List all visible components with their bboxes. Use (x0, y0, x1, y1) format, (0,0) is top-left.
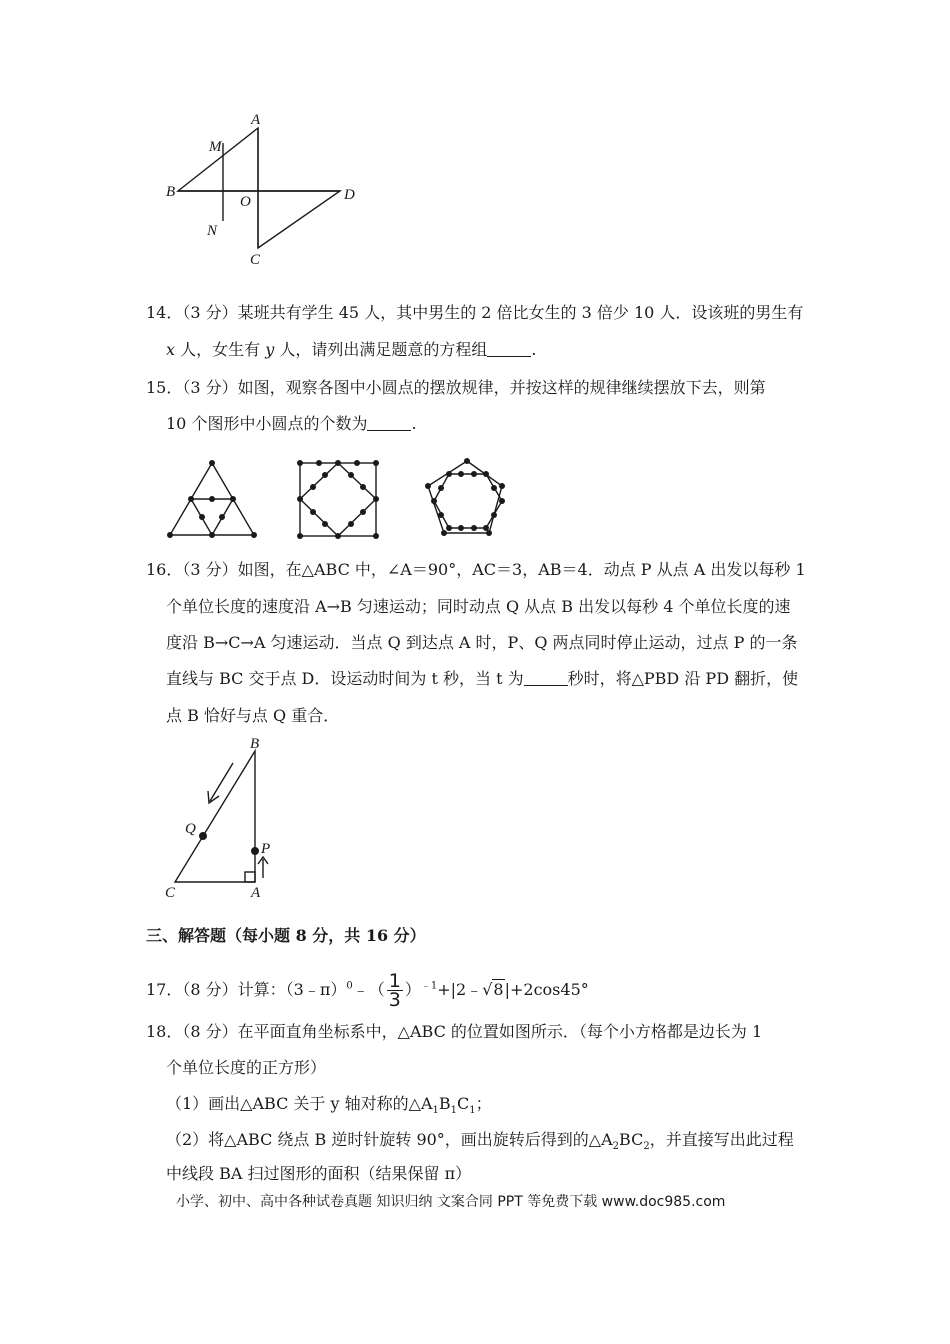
label-q: Q (185, 821, 196, 837)
q14-number: 14． (146, 303, 183, 322)
q18-part1-mid2: C (457, 1094, 470, 1113)
q18-part2-end: ，并直接写出此过程 (649, 1130, 794, 1149)
label-c: C (165, 885, 176, 901)
q17-number: 17． (146, 980, 183, 999)
label-d: D (344, 187, 355, 203)
q18-line2 (166, 1058, 326, 1078)
q15-answer-blank (367, 416, 411, 431)
q14-var-y: y (265, 340, 275, 359)
q18-number: 18． (146, 1022, 183, 1041)
q18-text-line1: 在平面直角坐标系中，△ABC 的位置如图所示．（每个小方格都是边长为 1 (237, 1022, 763, 1041)
q18-part2-sub1: 2 (612, 1141, 620, 1153)
q16-points: （3 分） (182, 560, 238, 579)
q15-line1 (146, 378, 766, 398)
q15-points: （3 分） (182, 378, 238, 397)
q16-number: 16． (146, 560, 183, 579)
pattern-3-outer-pentagon (428, 461, 502, 533)
q17-fraction (387, 972, 403, 1009)
q17-exp0: 0 (346, 980, 353, 992)
q15-period: . (411, 414, 417, 433)
triangle-outline (175, 751, 255, 882)
q16-text-line1: 如图，在△ABC 中，∠A＝90°，AC＝3，AB＝4．动点 P 从点 A 出发以每秒 1 (237, 560, 806, 579)
q14-answer-blank (487, 342, 531, 357)
q16-text-line4-end: 秒时，将△PBD 沿 PD 翻折，使 (567, 669, 799, 688)
pattern-2-outer-square (300, 463, 376, 536)
triangle-figure (160, 733, 290, 903)
q18-part2-line2 (166, 1164, 471, 1184)
q17-prefix: 计算：（3﹣π） (237, 980, 347, 999)
q14-line1 (146, 303, 803, 323)
q17-radicand: 8 (493, 980, 504, 999)
rhombus-figure (160, 108, 360, 268)
q18-part1-prefix: （1）画出△ABC 关于 y 轴对称的△A (166, 1094, 433, 1113)
q16-line1 (146, 560, 806, 580)
rhombus-outline (178, 128, 340, 248)
q14-points: （3 分） (182, 303, 238, 322)
q14-var-x: x (166, 340, 176, 359)
point-p (251, 847, 259, 855)
q17-close: ） (404, 980, 421, 999)
q17-suffix: |+2cos45° (504, 980, 589, 999)
q15-text-line1: 如图，观察各图中小圆点的摆放规律，并按这样的规律继续摆放下去，则第 (237, 378, 766, 397)
arrow-q-shaft (210, 763, 233, 801)
q16-line2 (166, 597, 790, 617)
q18-part1-sub2: 1 (450, 1105, 458, 1117)
q17-exp-neg1: ﹣1 (420, 980, 438, 992)
label-c: C (250, 252, 261, 268)
arrow-q-head (208, 791, 219, 803)
q18-part2 (166, 1130, 794, 1157)
q16-text-line2: 个单位长度的速度沿 A→B 匀速运动；同时动点 Q 从点 B 出发以每秒 4 个单位长度的速 (166, 597, 791, 616)
q18-points: （8 分） (182, 1022, 238, 1041)
q18-part1-sub3: 1 (469, 1105, 476, 1117)
label-a: A (251, 112, 261, 128)
q15-text-line2: 10 个图形中小圆点的个数为 (166, 414, 368, 433)
q18-part2-sub2: 2 (643, 1141, 650, 1153)
q16-line5 (166, 706, 339, 726)
q18-part1-mid1: B (438, 1094, 451, 1113)
q15-number: 15． (146, 378, 183, 397)
q16-text-line5: 点 B 恰好与点 Q 重合． (166, 706, 340, 725)
dot-pattern-figure (160, 455, 560, 545)
q16-text-line4: 直线与 BC 交于点 D．设运动时间为 t 秒，当 t 为 (166, 669, 524, 688)
sqrt-icon: √ (482, 980, 493, 999)
q17-frac-num: 1 (388, 970, 401, 992)
q18-part1-end: ； (475, 1094, 492, 1113)
q17-points: （8 分） (182, 980, 238, 999)
label-a: A (251, 885, 261, 901)
label-m: M (209, 139, 222, 155)
q14-text-mid: 人，女生有 (175, 340, 266, 359)
q18-line1 (146, 1022, 762, 1042)
q17-line (146, 972, 589, 1009)
q16-text-line3: 度沿 B→C→A 匀速运动．当点 Q 到达点 A 时，P、Q 两点同时停止运动，过点 P 的一条 (166, 633, 798, 652)
q17-frac-den: 3 (388, 989, 401, 1011)
q18-part2-prefix: （2）将△ABC 绕点 B 逆时针旋转 90°，画出旋转后得到的△A (166, 1130, 613, 1149)
q17-minus: ﹣（ (352, 980, 385, 999)
label-b: B (250, 736, 260, 752)
q14-text-end: 人，请列出满足题意的方程组 (274, 340, 488, 359)
q14-text-line1: 某班共有学生 45 人，其中男生的 2 倍比女生的 3 倍少 10 人．设该班的男生有 (237, 303, 804, 322)
right-angle-mark (245, 872, 255, 882)
q16-line4 (166, 669, 798, 689)
q17-abs-part: +|2﹣ (437, 980, 483, 999)
q15-line2 (166, 414, 417, 434)
q18-part2-text-line2: 中线段 BA 扫过图形的面积（结果保留 π） (166, 1164, 472, 1183)
section-3-title: 三、解答题（每小题 8 分，共 16 分） (146, 926, 426, 945)
label-b: B (166, 184, 176, 200)
q18-part1 (166, 1094, 492, 1121)
q16-line3 (166, 633, 797, 653)
q14-period: . (531, 340, 537, 359)
q18-text-line2: 个单位长度的正方形） (166, 1058, 327, 1077)
point-q (199, 832, 207, 840)
label-n: N (207, 223, 218, 239)
q18-part1-sub1: 1 (432, 1105, 439, 1117)
label-o: O (240, 194, 251, 210)
page-footer: 小学、初中、高中各种试卷真题 知识归纳 文案合同 PPT 等免费下载 www.doc985.com (176, 1194, 726, 1210)
q18-part2-mid: BC (619, 1130, 644, 1149)
q14-line2 (166, 340, 536, 360)
q16-answer-blank (524, 671, 568, 686)
label-p: P (261, 841, 271, 857)
